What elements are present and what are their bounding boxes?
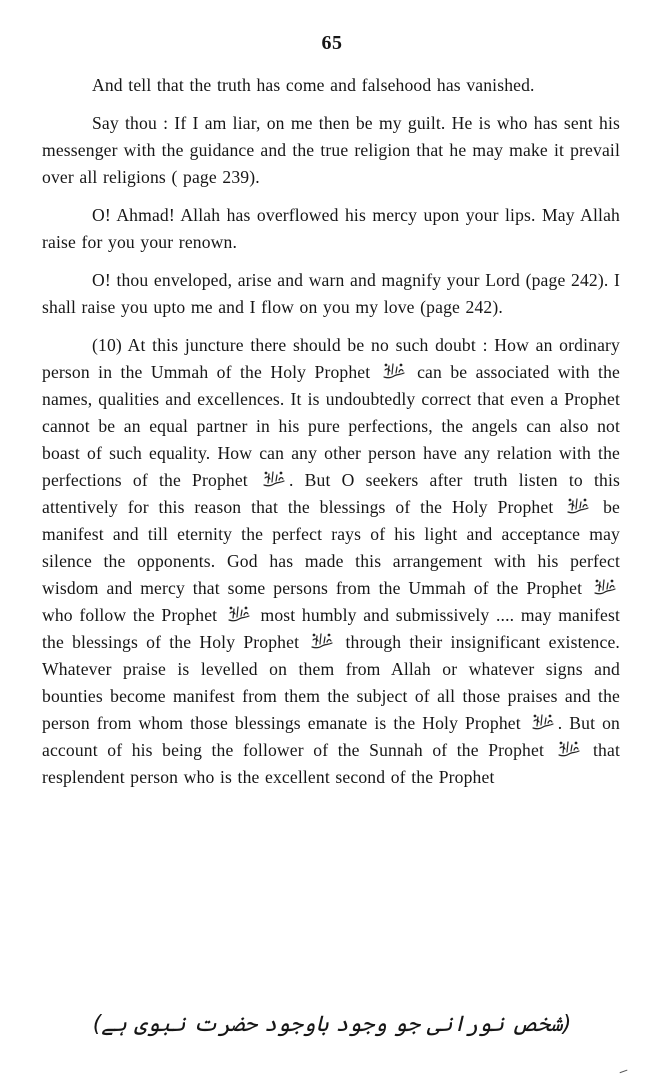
page-number: 65 <box>321 32 343 54</box>
urdu-footer-line: (شخص نورانی جو وجود باوجود حضرت نبوی ہے) <box>92 1012 572 1037</box>
paragraph-text: through their insignificant existence. Whatever praise is levelled on them from Allah or whatever signs and bounties become manifest from them the subject of all those praises and the person from whom those blessings emanate is the Holy Prophet <box>42 632 620 733</box>
paragraph <box>42 202 620 256</box>
honorific-seal-icon <box>262 469 286 489</box>
honorific-seal-icon <box>566 496 590 516</box>
paragraph-text: And tell that the truth has come and falsehood has vanished. <box>92 75 535 95</box>
honorific-seal-icon <box>382 361 406 381</box>
paragraph <box>42 332 620 791</box>
paragraph-text: that resplendent person who is the excellent second of the Prophet <box>42 740 620 787</box>
paragraph-text: can be associated with the names, qualities and excellences. It is undoubtedly correct that even a Prophet cannot be an equal partner in his pure perfections, the angels can also not boast of such equality. How can any other person have any relation with the perfections of the Prophet <box>42 362 620 490</box>
paragraph-text: . But on account of his being the follower of the Sunnah of the Prophet <box>42 713 620 760</box>
honorific-seal-icon <box>531 712 555 732</box>
honorific-seal-icon <box>593 577 617 597</box>
paragraph-text: most humbly and submissively .... may manifest the blessings of the Holy Prophet <box>42 605 620 652</box>
paragraph-text: (10) At this juncture there should be no such doubt : How an ordinary person in the Ummah of the Holy Prophet <box>42 335 620 382</box>
honorific-seal-icon <box>227 604 251 624</box>
paragraph-text: O! thou enveloped, arise and warn and magnify your Lord (page 242). I shall raise you upto me and I flow on you my love (page 242). <box>42 270 620 317</box>
paragraph <box>42 110 620 191</box>
page-body <box>42 72 620 802</box>
honorific-seal-icon <box>557 739 581 759</box>
paragraph <box>42 72 620 99</box>
paragraph-text: . But O seekers after truth listen to this attentively for this reason that the blessings of the Holy Prophet <box>42 470 620 517</box>
paragraph <box>42 267 620 321</box>
paragraph-text: who follow the Prophet <box>42 605 218 625</box>
paragraph-text: be manifest and till eternity the perfect rays of his light and acceptance may silence the opponents. God has made this arrangement with his perfect wisdom and mercy that some persons from the Ummah of the Prophet <box>42 497 620 598</box>
honorific-seal-icon <box>310 631 334 651</box>
paragraph-text: Say thou : If I am liar, on me then be my guilt. He is who has sent his messenger with the guidance and the true religion that he may make it prevail over all religions ( page 239). <box>42 113 620 187</box>
paragraph-text: O! Ahmad! Allah has overflowed his mercy upon your lips. May Allah raise for you your renown. <box>42 205 620 252</box>
page-corner-mark <box>619 1067 628 1073</box>
